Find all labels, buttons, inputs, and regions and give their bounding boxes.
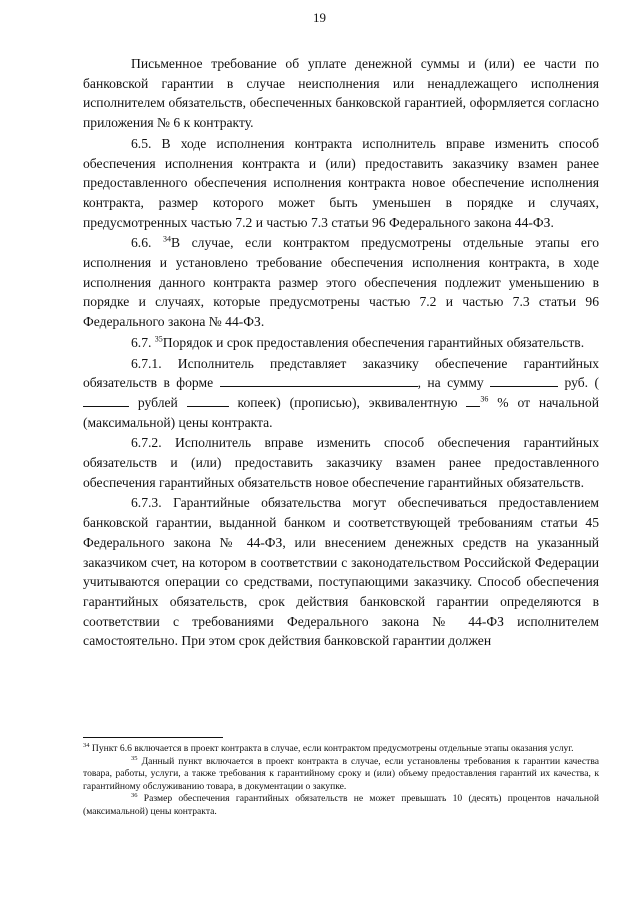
footnote-36 bbox=[83, 793, 599, 818]
clause-6-7-1-text-b: , на сумму bbox=[417, 375, 484, 391]
clause-6-7-3: 6.7.3. Гарантийные обязательства могут обеспечиваться предоставлением банковской гарантии, выданной банком и соответствующей требованиям статьи 45 Федерального закона № 44-ФЗ, или внесением денежных средств на указанный заказчиком счет, на котором в соответствии с законодательством Российской Федерации учитываются операции со средствами, поступающими заказчику. Способ обеспечения гарантийных обязательств, срок действия банковской гарантии определяются в соответствии с требованиями Федерального закона № 44-ФЗ исполнителем самостоятельно. При этом срок действия банковской гарантии должен bbox=[83, 495, 599, 649]
clause-6-5: 6.5. В ходе исполнения контракта исполнитель вправе изменить способ обеспечения исполнения контракта и (или) предоставить заказчику взамен ранее предоставленного обеспечения исполнения контракта новое обеспечение исполнения контракта, размер которого может быть уменьшен в порядке и случаях, предусмотренных частью 7.2 и частью 7.3 статьи 96 Федерального закона 44-ФЗ. bbox=[83, 135, 599, 230]
page-number: 19 bbox=[313, 10, 326, 25]
footnote-35-number: 35 bbox=[131, 754, 138, 762]
footnote-36-text: Размер обеспечения гарантийных обязательств не может превышать 10 (десять) процентов начальной (максимальной) цены контракта. bbox=[83, 793, 599, 817]
footnote-35-text: Данный пункт включается в проект контракта в случае, если установлены требования к гарантии качества товара, работы, услуги, а также требования к гарантийному сроку и (или) объему предоставления гарантий их качества, к гарантийному обслуживанию товара, в документации о закупке. bbox=[83, 755, 599, 792]
kopecks-blank-field[interactable] bbox=[187, 394, 229, 407]
rubles-blank-field[interactable] bbox=[83, 394, 129, 407]
clause-6-6 bbox=[83, 233, 599, 332]
footnote-ref-35[interactable]: 35 bbox=[154, 334, 163, 344]
percent-blank-field[interactable] bbox=[466, 394, 480, 407]
footnote-34-number: 34 bbox=[83, 741, 90, 749]
footnote-ref-36[interactable]: 36 bbox=[480, 394, 489, 404]
document-body bbox=[83, 54, 599, 651]
clause-6-7-1-text-d: рублей bbox=[129, 394, 187, 410]
clause-6-7-1-text-a: 6.7.1. Исполнитель представляет заказчику обеспечение гарантийных обязательств в форме bbox=[83, 355, 599, 391]
clause-6-7 bbox=[83, 333, 599, 353]
paragraph-guarantee-demand: Письменное требование об уплате денежной суммы и (или) ее части по банковской гарантии в случае неисполнения или ненадлежащего исполнения исполнителем обязательств, обеспеченных банковской гарантией, оформляется согласно приложения № 6 к контракту. bbox=[83, 56, 599, 131]
clause-6-7-1-text-f: % от начальной (максимальной) цены контракта. bbox=[83, 394, 599, 430]
footnote-34-text: Пункт 6.6 включается в проект контракта в случае, если контрактом предусмотрены отдельные этапы оказания услуг. bbox=[91, 743, 574, 754]
clause-6-7-2: 6.7.2. Исполнитель вправе изменить способ обеспечения гарантийных обязательств и (или) предоставить заказчику взамен ранее предоставленного обеспечения гарантийных обязательств новое обеспечение гарантийных обязательств. bbox=[83, 435, 599, 490]
clause-6-7-1-text-e: копеек) (прописью), эквивалентную bbox=[228, 394, 467, 410]
form-blank-field[interactable] bbox=[220, 374, 418, 387]
clause-6-7-number: 6.7. bbox=[131, 334, 152, 350]
clause-6-6-text: В случае, если контрактом предусмотрены отдельные этапы его исполнения и установлено требование обеспечения исполнения контракта, в ходе исполнения данного контракта размер этого обеспечения подлежит уменьшению в порядке и случаях, которые предусмотрены частью 7.2 и частью 7.3 статьи 96 Федерального закона № 44-ФЗ. bbox=[83, 235, 600, 330]
clause-6-6-number: 6.6. bbox=[131, 235, 152, 251]
footnote-separator bbox=[83, 737, 223, 738]
clause-6-7-1-text-c: руб. ( bbox=[564, 375, 600, 391]
footnote-34 bbox=[83, 743, 599, 756]
footnote-35 bbox=[83, 756, 599, 794]
footnote-36-number: 36 bbox=[131, 792, 138, 800]
amount-blank-field[interactable] bbox=[490, 374, 558, 387]
clause-6-7-1 bbox=[83, 354, 599, 433]
clause-6-7-text: Порядок и срок предоставления обеспечения гарантийных обязательств. bbox=[162, 334, 585, 350]
footnote-ref-34[interactable]: 34 bbox=[162, 234, 171, 244]
footnotes bbox=[83, 743, 599, 819]
